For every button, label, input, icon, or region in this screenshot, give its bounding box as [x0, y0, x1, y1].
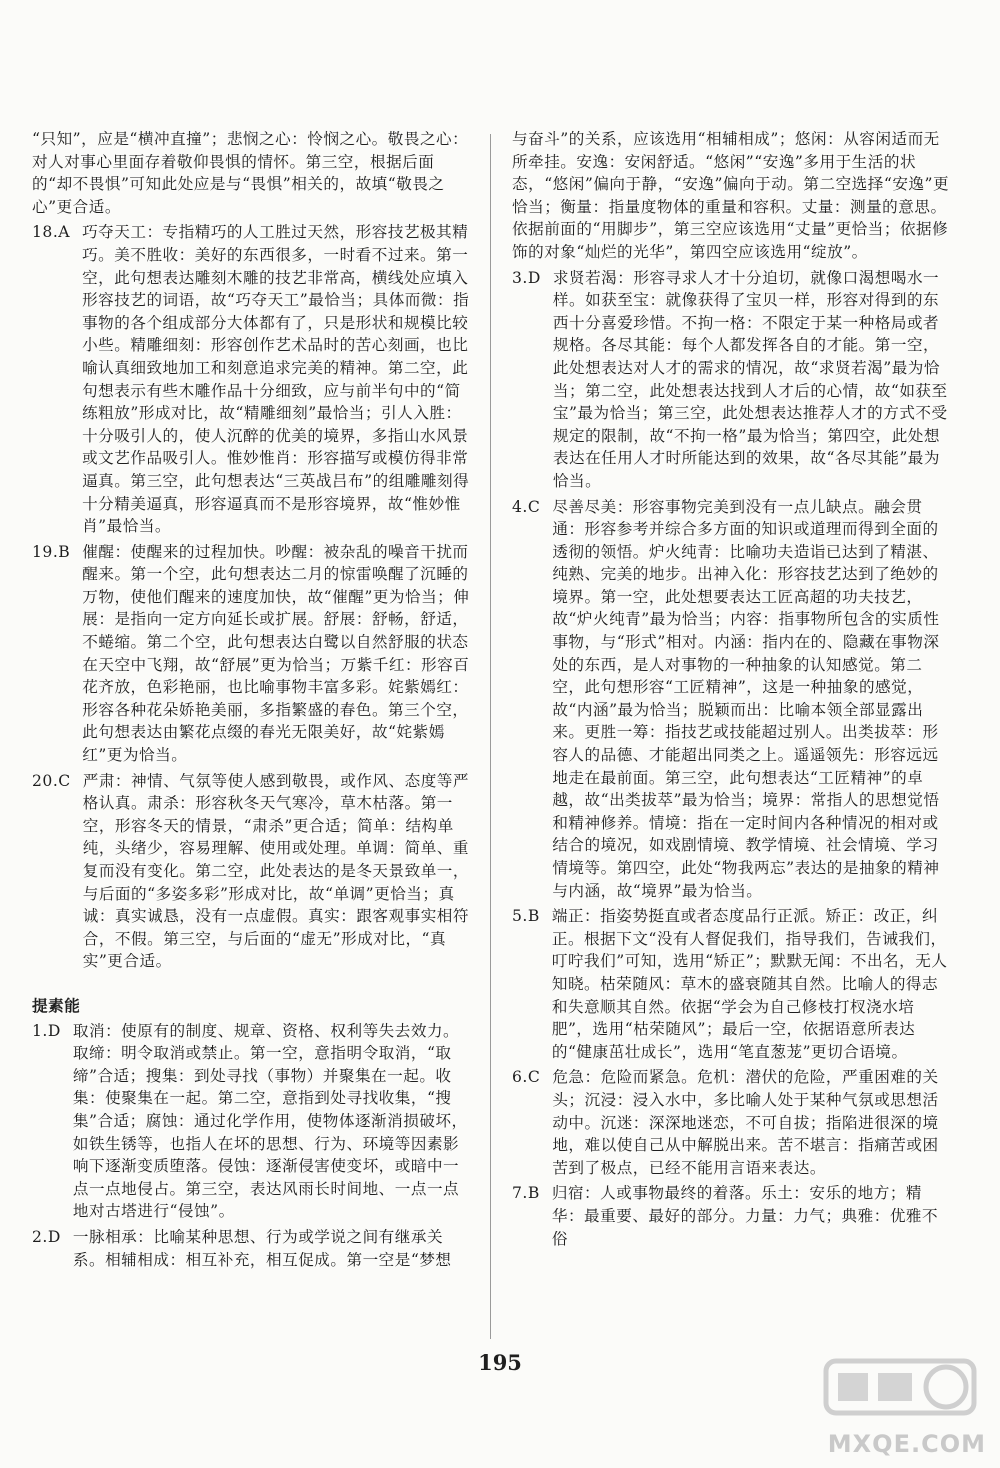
answer-number: 6.C — [512, 1068, 541, 1087]
watermark-domain: MXQE.COM — [827, 1430, 986, 1458]
answer-explanation: 一脉相承：比喻某种思想、行为或学说之间有继承关系。相辅相成：相互补充，相互促成。第一空是“梦想 — [72, 1227, 452, 1269]
answer-number: 3.D — [512, 268, 541, 287]
answer-number: 5.B — [512, 907, 540, 926]
right-column — [512, 128, 952, 1253]
answer-explanation: 取消：使原有的制度、规章、资格、权利等失去效力。取缔：明令取消或禁止。第一空，意指明令取消，“取缔”合适；搜集：到处寻找（事物）并聚集在一起。收集：使聚集在一起。第二空，意指到处寻找收集，“搜集”合适；腐蚀：通过化学作用，使物体逐渐消损破坏，如铁生锈等，也指人在坏的思想、行为、环境等因素影响下逐渐变质堕落。侵蚀：逐渐侵害使变坏，或暗中一点一点地侵占。第三空，表达风雨长时间地、一点一点地对古塔进行“侵蚀”。 — [72, 1021, 468, 1221]
column-divider — [490, 134, 491, 1339]
answer-explanation: 尽善尽美：形容事物完美到没有一点儿缺点。融会贯通：形容参考并综合多方面的知识或道理而得到全面的透彻的领悟。炉火纯青：比喻功夫造诣已达到了精湛、纯熟、完美的地步。出神入化：形容技艺达到了绝妙的境界。第一空，此处想要表达工匠高超的功夫技艺，故“炉火纯青”最为恰当；内容：指事物所包含的实质性事物，与“形式”相对。内涵：指内在的、隐藏在事物深处的东西，是人对事物的一种抽象的认知感觉。第二空，此句想形容“工匠精神”，这是一种抽象的感觉，故“内涵”最为恰当；脱颖而出：比喻本领全部显露出来。更胜一筹：指技艺或技能超过别人。出类拔萃：形容人的品德、才能超出同类之上。遥遥领先：形容远远地走在最前面。第三空，此句想表达“工匠精神”的卓越，故“出类拔萃”最为恰当；境界：常指人的思想觉悟和精神修养。情境：指在一定时间内各种情况的相对或结合的境况，如戏剧情境、教学情境、社会情境、学习情境等。第四空，此处“物我两忘”表达的是抽象的精神与内涵，故“境界”最为恰当。 — [552, 497, 940, 900]
answer-number: 7.B — [512, 1184, 540, 1203]
answer-number: 2.D — [32, 1227, 61, 1246]
answer-item-20 — [32, 770, 472, 973]
answer-item-5 — [512, 905, 952, 1063]
answer-explanation: 催醒：使醒来的过程加快。吵醒：被杂乱的噪音干扰而醒来。第一个空，此句想表达二月的惊雷唤醒了沉睡的万物，使他们醒来的速度加快，故“催醒”更为恰当；伸展：是指向一定方向延长或扩展。舒展：舒畅，舒适，不蜷缩。第二个空，此句想表达白鹭以自然舒服的状态在天空中飞翔，故“舒展”更为恰当；万紫千红：形容百花齐放，色彩艳丽，也比喻事物丰富多彩。姹紫嫣红：形容各种花朵娇艳美丽，多指繁盛的春色。第三个空，此句想表达由繁花点缀的春光无限美好，故“姹紫嫣红”更为恰当。 — [82, 542, 470, 765]
answer-explanation: 巧夺天工：专指精巧的人工胜过天然，形容技艺极其精巧。美不胜收：美好的东西很多，一时看不过来。第一空，此句想表达雕刻木雕的技艺非常高，横线处应填入形容技艺的词语，故“巧夺天工”最恰当；具体而微：指事物的各个组成部分大体都有了，只是形状和规模比较小些。精雕细刻：形容创作艺术品时的苦心刻画，也比喻认真细致地加工和刻意追求完美的精神。第二空，此句想表示有些木雕作品十分细致，应与前半句中的“简练粗放”形成对比，故“精雕细刻”最恰当；引人入胜：十分吸引人的，使人沉醉的优美的境界，多指山水风景或文艺作品吸引人。惟妙惟肖：形容描写或模仿得非常逼真。第三空，此句想表达“三英战吕布”的组雕雕刻得十分精美逼真，形容逼真而不是形容境界，故“惟妙惟肖”最恰当。 — [82, 223, 470, 536]
answer-explanation: 归宿：人或事物最终的着落。乐土：安乐的地方；精华：最重要、最好的部分。力量：力气；典雅：优雅不俗 — [551, 1184, 939, 1248]
answer-explanation: 求贤若渴：形容寻求人才十分迫切，就像口渴想喝水一样。如获至宝：就像获得了宝贝一样，形容对得到的东西十分喜爱珍惜。不拘一格：不限定于某一种格局或者规格。各尽其能：每个人都发挥各自的才能。第一空，此处想表达对人才的需求的情况，故“求贤若渴”最为恰当；第二空，此处想表达找到人才后的心情，故“如获至宝”最为恰当；第三空，此处想表达推荐人才的方式不受规定的限制，故“不拘一格”最为恰当；第四空，此处想表达在任用人才时所能达到的效果，故“各尽其能”最为恰当。 — [552, 268, 948, 490]
answer-item-2 — [32, 1226, 472, 1271]
answer-item-4 — [512, 496, 952, 903]
answer-item-1 — [32, 1020, 472, 1223]
answer-item-6 — [512, 1066, 952, 1179]
section-heading: 提素能 — [32, 996, 81, 1015]
answer-number: 20.C — [32, 771, 71, 790]
watermark-logo-icon — [820, 1355, 980, 1425]
answer-explanation: 危急：危险而紧急。危机：潜伏的危险，严重困难的关头；沉浸：浸入水中，多比喻人处于某种气氛或思想活动中。沉迷：深深地迷恋，不可自拔；指陷进很深的境地，难以使自己从中解脱出来。苦不堪言：指痛苦或困苦到了极点，已经不能用言语来表达。 — [552, 1068, 939, 1177]
answer-number: 18.A — [32, 223, 71, 242]
answer-item-19 — [32, 541, 472, 767]
answer-number: 19.B — [32, 542, 71, 561]
answer-explanation: 严肃：神情、气氛等使人感到敬畏，或作风、态度等严格认真。肃杀：形容秋冬天气寒冷，草木枯落。第一空，形容冬天的情景，“肃杀”更合适；简单：结构单纯，头绪少，容易理解、使用或处理。单调：简单、重复而没有变化。第二空，此处表达的是冬天景致单一，与后面的“多姿多彩”形成对比，故“单调”更恰当；真诚：真实诚恳，没有一点虚假。真实：跟客观事实相符合，不假。第三空，与后面的“虚无”形成对比，“真实”更合适。 — [82, 771, 469, 971]
answer-item-7 — [512, 1182, 952, 1250]
left-column — [32, 128, 472, 1274]
right-continuation: 与奋斗”的关系，应该选用“相辅相成”；悠闲：从容闲适而无所牵挂。安逸：安闲舒适。“悠闲”“安逸”多用于生活的状态，“悠闲”偏向于静，“安逸”偏向于动。第二空选择“安逸”更恰当；衡量：指量度物体的重量和容积。丈量：测量的意思。依据前面的“用脚步”，第三空应该选用“丈量”更恰当；依据修饰的对象“灿烂的光华”，第四空应该选用“绽放”。 — [512, 130, 950, 261]
answer-number: 4.C — [512, 497, 541, 516]
answer-explanation: 端正：指姿势挺直或者态度品行正派。矫正：改正，纠正。根据下文“没有人督促我们，指导我们，告诫我们，叮咛我们”可知，选用“矫正”；默默无闻：不出名，无人知晓。枯荣随风：草木的盛衰随其自然。比喻人的得志和失意顺其自然。依据“学会为自己修枝打杈浇水培肥”，选用“枯荣随风”；最后一空，依据语意所表达的“健康茁壮成长”，选用“笔直葱茏”更切合语境。 — [551, 907, 948, 1061]
left-continuation: “只知”，应是“横冲直撞”；悲悯之心：怜悯之心。敬畏之心：对人对事心里面存着敬仰畏惧的情怀。第三空，根据后面的“却不畏惧”可知此处应是与“畏惧”相关的，故填“敬畏之心”更合适。 — [32, 130, 469, 216]
answer-item-3 — [512, 267, 952, 493]
answer-number: 1.D — [32, 1021, 61, 1040]
page-number: 195 — [478, 1350, 522, 1375]
answer-item-18 — [32, 221, 472, 537]
